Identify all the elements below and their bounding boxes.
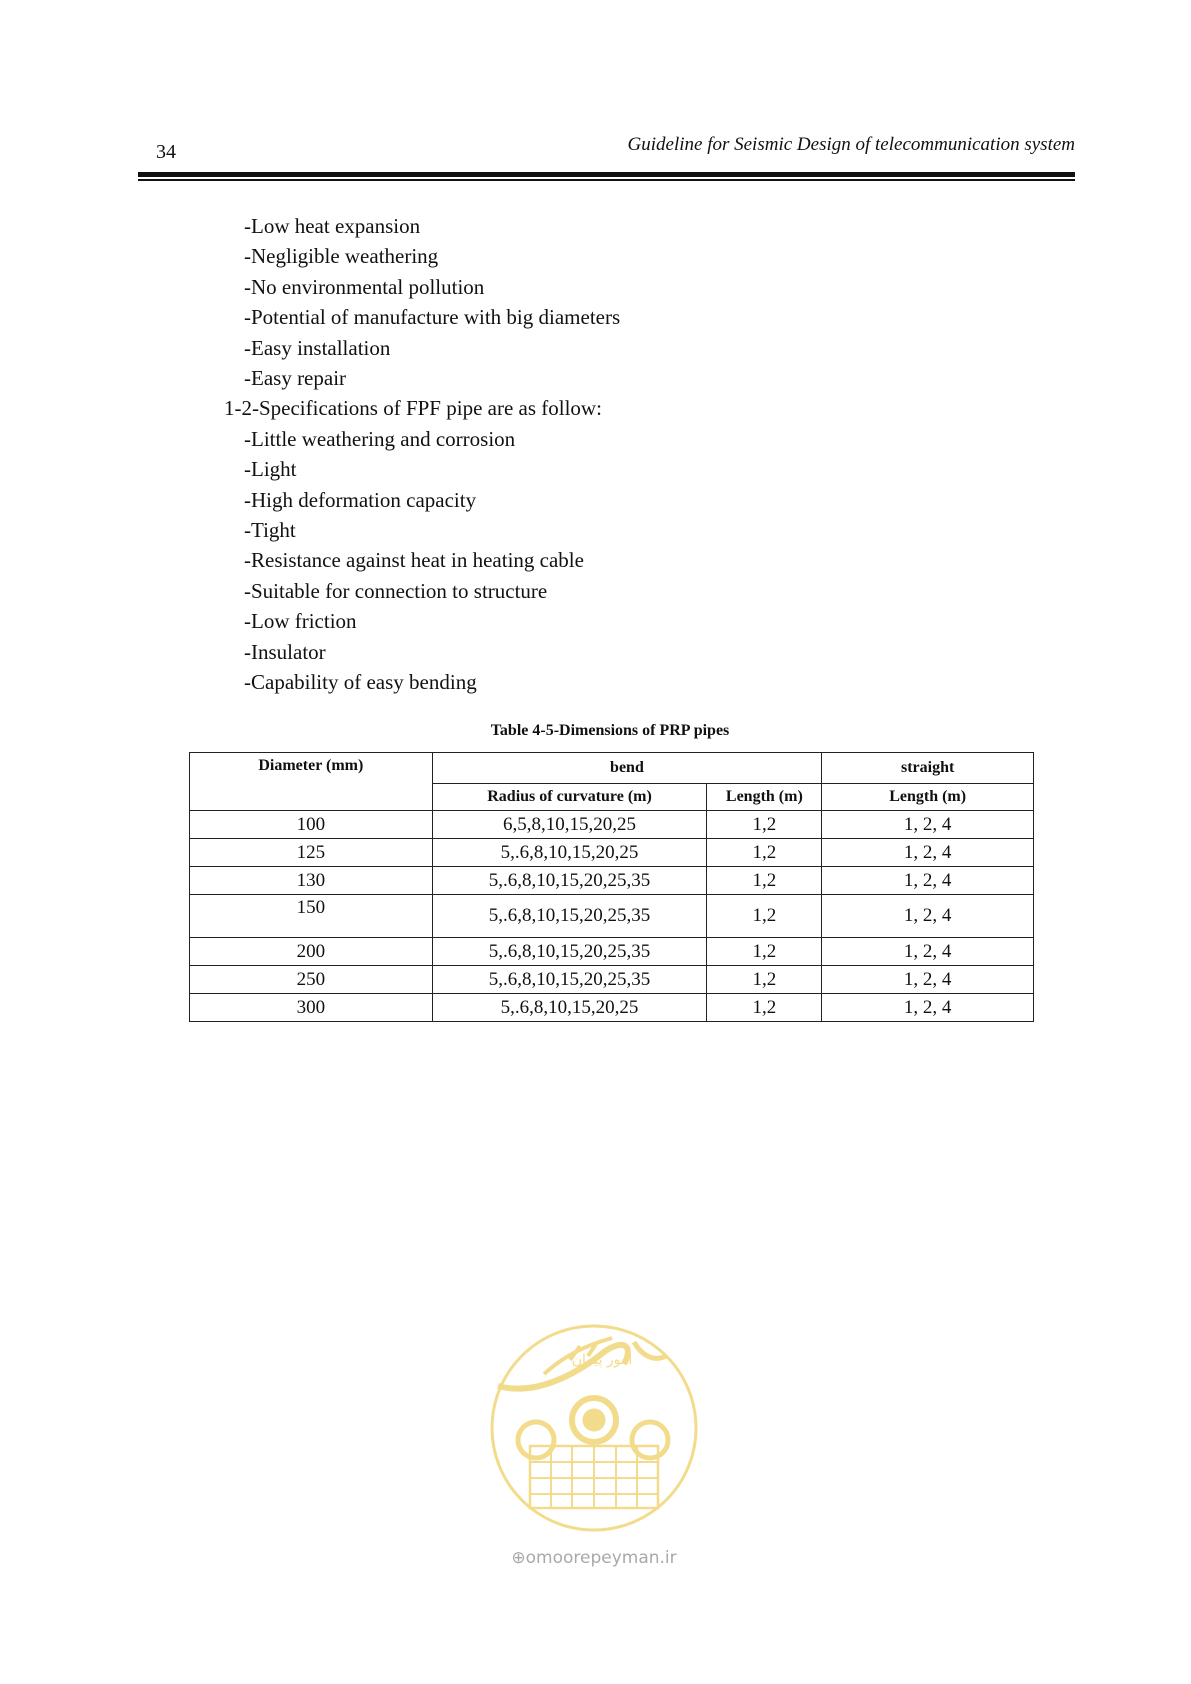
cell-radius: 5,.6,8,10,15,20,25,35	[432, 966, 707, 994]
list-item: -Easy repair	[244, 366, 347, 391]
column-header-radius: Radius of curvature (m)	[432, 784, 707, 811]
cell-straight-length: 1, 2, 4	[822, 994, 1034, 1022]
header-rule-thick	[138, 172, 1075, 177]
list-item: -Insulator	[244, 639, 326, 664]
watermark	[484, 1316, 704, 1586]
watermark-logo-icon	[484, 1316, 704, 1546]
cell-straight-length: 1, 2, 4	[822, 938, 1034, 966]
list-item: -High deformation capacity	[244, 487, 477, 512]
list-item: -Resistance against heat in heating cable	[244, 548, 584, 573]
cell-diameter: 200	[190, 938, 433, 966]
cell-diameter: 130	[190, 867, 433, 895]
list-item: -Tight	[244, 518, 296, 543]
header-rule-thin	[138, 179, 1075, 181]
pipe-dimensions-table	[189, 752, 1034, 1022]
list-item: -Light	[244, 457, 297, 482]
cell-diameter: 100	[190, 811, 433, 839]
cell-straight-length: 1, 2, 4	[822, 867, 1034, 895]
cell-bend-length: 1,2	[707, 966, 822, 994]
table-row	[190, 839, 1034, 867]
cell-radius: 6,5,8,10,15,20,25	[432, 811, 707, 839]
cell-bend-length: 1,2	[707, 895, 822, 938]
cell-bend-length: 1,2	[707, 938, 822, 966]
cell-diameter: 125	[190, 839, 433, 867]
cell-straight-length: 1, 2, 4	[822, 895, 1034, 938]
column-header-bend: bend	[432, 753, 822, 784]
table-caption: Table 4-5-Dimensions of PRP pipes	[490, 722, 730, 739]
column-header-straight-length: Length (m)	[822, 784, 1034, 811]
table-row	[190, 811, 1034, 839]
numbered-heading: 1-2-Specifications of FPF pipe are as follow:	[224, 396, 602, 421]
table-row	[190, 966, 1034, 994]
list-item: -Little weathering and corrosion	[244, 426, 516, 451]
page-number: 34	[156, 141, 176, 163]
list-item: -Low heat expansion	[244, 214, 421, 238]
cell-diameter: 150	[190, 895, 433, 938]
cell-radius: 5,.6,8,10,15,20,25,35	[432, 867, 707, 895]
body-text	[224, 211, 620, 698]
list-item: -No environmental pollution	[244, 274, 485, 299]
cell-diameter: 250	[190, 966, 433, 994]
cell-bend-length: 1,2	[707, 994, 822, 1022]
cell-radius: 5,.6,8,10,15,20,25,35	[432, 895, 707, 938]
cell-straight-length: 1, 2, 4	[822, 966, 1034, 994]
list-item: -Potential of manufacture with big diameters	[244, 305, 621, 330]
cell-straight-length: 1, 2, 4	[822, 839, 1034, 867]
cell-radius: 5,.6,8,10,15,20,25,35	[432, 938, 707, 966]
table-row	[190, 867, 1034, 895]
cell-radius: 5,.6,8,10,15,20,25	[432, 994, 707, 1022]
cell-straight-length: 1, 2, 4	[822, 811, 1034, 839]
cell-bend-length: 1,2	[707, 867, 822, 895]
column-header-bend-length: Length (m)	[707, 784, 822, 811]
column-header-diameter: Diameter (mm)	[190, 753, 433, 811]
cell-bend-length: 1,2	[707, 839, 822, 867]
table-row	[190, 895, 1034, 938]
globe-icon: ⊕	[511, 1548, 526, 1568]
watermark-logo-text: امور پیمان	[571, 1352, 633, 1368]
watermark-url: ⊕omoorepeyman.ir	[511, 1548, 677, 1568]
list-item: -Negligible weathering	[244, 244, 439, 269]
list-item: -Low friction	[244, 609, 357, 634]
cell-radius: 5,.6,8,10,15,20,25	[432, 839, 707, 867]
table-row	[190, 994, 1034, 1022]
list-item: -Capability of easy bending	[244, 670, 477, 695]
cell-diameter: 300	[190, 994, 433, 1022]
list-item: -Suitable for connection to structure	[244, 578, 548, 603]
cell-bend-length: 1,2	[707, 811, 822, 839]
running-header: Guideline for Seismic Design of telecommunication system	[627, 134, 1075, 155]
list-item: -Easy installation	[244, 335, 391, 360]
column-header-straight: straight	[822, 753, 1034, 784]
table-row	[190, 938, 1034, 966]
